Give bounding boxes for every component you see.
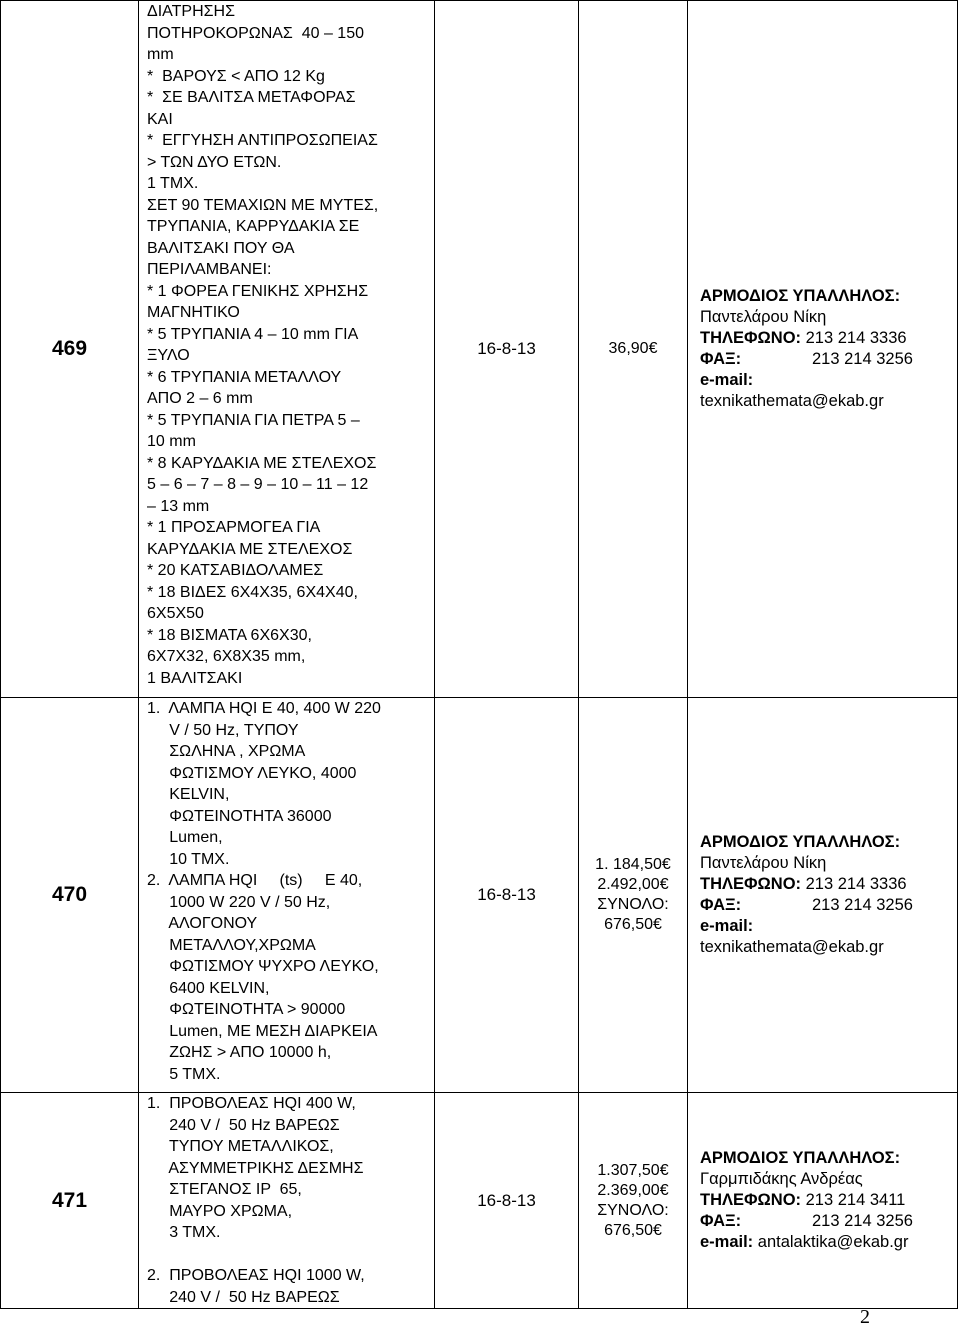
description-line: 6Χ7Χ32, 6Χ8Χ35 mm, (147, 648, 306, 665)
description-line: 1 ΒΑΛΙΤΣΑΚΙ (147, 669, 243, 687)
description-line: 10 ΤΜΧ. (147, 850, 230, 868)
fax-value: 213 214 3256 (812, 896, 913, 914)
description-line: ΚΑΡΥΔΑΚΙΑ ΜΕ ΣΤΕΛΕΧΟΣ (147, 540, 353, 558)
email-value: texnikathemata@ekab.gr (700, 938, 884, 956)
description-lines (147, 1, 430, 689)
description-lines (147, 698, 430, 1085)
currency-symbol: € (659, 876, 669, 893)
description-line: * 8 ΚΑΡΥΔΑΚΙΑ ΜΕ ΣΤΕΛΕΧΟΣ (147, 454, 377, 472)
description-line: ΤΥΠΟΥ ΜΕΤΑΛΛΙΚΟΣ, (147, 1138, 334, 1155)
description-line: 2. ΠΡΟΒΟΛΕΑΣ HQI 1000 W, (147, 1267, 365, 1284)
item-number: 469 (1, 1, 139, 698)
currency-symbol: € (659, 1181, 669, 1199)
description-line: ΑΣΥΜΜΕΤΡΙΚΗΣ ΔΕΣΜΗΣ (147, 1159, 364, 1177)
item-price (579, 698, 688, 1093)
item-date: 16-8-13 (435, 1093, 579, 1309)
price-value: 676,50 (604, 1221, 654, 1239)
description-line: ΑΛΟΓΟΝΟΥ (147, 915, 258, 932)
email-label: e-mail: (700, 917, 754, 935)
description-line: * 1 ΠΡΟΣΑΡΜΟΓΕΑ ΓΙΑ (147, 519, 321, 536)
contact-info (688, 698, 958, 1093)
page-number: 2 (860, 1306, 870, 1328)
description-line: 6Χ5Χ50 (147, 605, 204, 622)
contact-phone-row (700, 874, 957, 895)
currency-symbol: € (653, 916, 662, 933)
price-line (579, 895, 687, 915)
price-line (579, 915, 687, 935)
price-lines (579, 1161, 687, 1241)
contact-info (688, 1093, 958, 1309)
contact-email-row (700, 1232, 957, 1253)
phone-value: 213 214 3336 (805, 329, 907, 347)
description-line: Lumen, ΜΕ ΜΕΣΗ ΔΙΑΡΚΕΙΑ (147, 1022, 378, 1040)
table-row (1, 1, 958, 698)
description-line: ΖΩΗΣ > ΑΠΟ 10000 h, (147, 1044, 332, 1061)
contact-fax-row (700, 1211, 957, 1232)
description-line: ΜΑΓΝΗΤΙΚΟ (147, 304, 240, 321)
item-description (139, 698, 435, 1093)
description-line: * 5 ΤΡΥΠΑΝΙΑ 4 – 10 mm ΓΙΑ (147, 325, 359, 343)
price-line (579, 1181, 687, 1201)
description-line (147, 1244, 430, 1266)
description-line: * 5 ΤΡΥΠΑΝΙΑ ΓΙΑ ΠΕΤΡΑ 5 – (147, 411, 360, 429)
price-line (579, 855, 687, 875)
email-label: e-mail: (700, 371, 754, 389)
price-line (579, 875, 687, 895)
price-line (579, 339, 687, 359)
description-line: 240 V / 50 Hz ΒΑΡΕΩΣ (147, 1288, 340, 1306)
contact-phone-row (700, 1190, 957, 1211)
description-line: Lumen, (147, 829, 223, 846)
item-price (579, 1093, 688, 1309)
description-line: * 18 ΒΙΔΕΣ 6Χ4Χ35, 6Χ4Χ40, (147, 583, 358, 601)
description-line: 6400 KELVIN, (147, 979, 270, 997)
price-value: ΣΥΝΟΛΟ: (597, 896, 669, 913)
fax-label: ΦΑΞ: (700, 1212, 742, 1230)
description-line: * 6 ΤΡΥΠΑΝΙΑ ΜΕΤΑΛΛΟΥ (147, 368, 342, 386)
phone-label: ΤΗΛΕΦΩΝΟ: (700, 329, 802, 347)
description-line: – 13 mm (147, 497, 210, 515)
description-line: ΦΩΤΕΙΝΟΤΗΤΑ > 90000 (147, 1001, 346, 1018)
description-line: ΣΕΤ 90 ΤΕΜΑΧΙΩΝ ΜΕ ΜΥΤΕΣ, (147, 196, 379, 214)
item-price (579, 1, 688, 698)
item-date: 16-8-13 (435, 698, 579, 1093)
price-value: 1.307,50 (597, 1161, 660, 1179)
phone-value: 213 214 3411 (805, 1191, 906, 1209)
email-label: e-mail: (700, 1233, 754, 1251)
phone-value: 213 214 3336 (805, 875, 907, 893)
description-line: 3 ΤΜΧ. (147, 1224, 221, 1241)
description-line: 1 ΤΜΧ. (147, 175, 199, 192)
description-line: 1. ΠΡΟΒΟΛΕΑΣ HQI 400 W, (147, 1095, 356, 1112)
description-line: mm (147, 46, 174, 63)
description-line: 2. ΛΑΜΠΑ HQI (ts) E 40, (147, 872, 363, 889)
contact-phone-row (700, 328, 957, 349)
price-value: 676,50 (604, 916, 654, 933)
contact-fax-row (700, 349, 957, 370)
currency-symbol: € (659, 1161, 669, 1179)
description-line: ΜΕΤΑΛΛΟΥ,ΧΡΩΜΑ (147, 936, 316, 954)
contact-email-row (700, 916, 957, 937)
description-line: 5 ΤΜΧ. (147, 1065, 221, 1083)
description-line: ΚΑΙ (147, 110, 173, 128)
contact-name: Παντελάρου Νίκη (700, 308, 827, 326)
fax-label: ΦΑΞ: (700, 350, 742, 368)
description-line: 1000 W 220 V / 50 Hz, (147, 893, 331, 911)
contact-fax-row (700, 895, 957, 916)
description-line: ΦΩΤΙΣΜΟΥ ΨΥΧΡΟ ΛΕΥΚΟ, (147, 958, 379, 975)
description-line: V / 50 Hz, ΤΥΠΟΥ (147, 721, 299, 739)
phone-label: ΤΗΛΕΦΩΝΟ: (700, 875, 802, 893)
item-description (139, 1, 435, 698)
item-number: 470 (1, 698, 139, 1093)
description-line: 1. ΛΑΜΠΑ HQI E 40, 400 W 220 (147, 700, 381, 717)
description-line: KELVIN, (147, 786, 230, 803)
fax-value: 213 214 3256 (812, 1212, 913, 1230)
description-line: * ΣΕ ΒΑΛΙΤΣΑ ΜΕΤΑΦΟΡΑΣ (147, 89, 356, 106)
description-line: ΦΩΤΕΙΝΟΤΗΤΑ 36000 (147, 807, 332, 825)
item-description (139, 1093, 435, 1309)
description-line: ΔΙΑΤΡΗΣΗΣ (147, 3, 235, 20)
description-lines (147, 1093, 430, 1308)
description-line: ΣΤΕΓΑΝΟΣ IP 65, (147, 1181, 302, 1198)
description-line: 240 V / 50 Hz ΒΑΡΕΩΣ (147, 1116, 340, 1134)
table-row (1, 1093, 958, 1309)
description-line: ΠΟΤΗΡΟΚΟΡΩΝΑΣ 40 – 150 (147, 24, 364, 42)
description-line: ΑΠΟ 2 – 6 mm (147, 390, 253, 407)
price-lines (579, 339, 687, 359)
contact-role: ΑΡΜΟΔΙΟΣ ΥΠΑΛΛΗΛΟΣ: (700, 287, 901, 305)
description-line: * 1 ΦΟΡΕΑ ΓΕΝΙΚΗΣ ΧΡΗΣΗΣ (147, 282, 369, 300)
description-line: ΣΩΛΗΝΑ , ΧΡΩΜΑ (147, 743, 306, 760)
contact-info (688, 1, 958, 698)
price-value: 1. 184,50 (595, 856, 662, 873)
description-line: * 18 ΒΙΣΜΑΤΑ 6Χ6Χ30, (147, 626, 312, 644)
price-value: 2.369,00 (597, 1181, 660, 1199)
description-line: * 20 ΚΑΤΣΑΒΙΔΟΛΑΜΕΣ (147, 562, 324, 579)
contact-name: Γαρμπιδάκης Ανδρέας (700, 1170, 863, 1188)
currency-symbol: € (653, 1221, 662, 1239)
email-value: texnikathemata@ekab.gr (700, 392, 884, 410)
price-value: 36,90 (608, 340, 649, 357)
currency-symbol: € (648, 340, 658, 357)
item-date: 16-8-13 (435, 1, 579, 698)
contact-email-row (700, 370, 957, 391)
description-line: 5 – 6 – 7 – 8 – 9 – 10 – 11 – 12 (147, 476, 369, 493)
description-line: ΠΕΡΙΛΑΜΒΑΝΕΙ: (147, 261, 272, 278)
email-value: antalaktika@ekab.gr (757, 1233, 909, 1251)
description-line: ΜΑΥΡΟ ΧΡΩΜΑ, (147, 1202, 293, 1220)
price-lines (579, 855, 687, 935)
description-line: ΦΩΤΙΣΜΟΥ ΛΕΥΚΟ, 4000 (147, 764, 357, 782)
contact-role: ΑΡΜΟΔΙΟΣ ΥΠΑΛΛΗΛΟΣ: (700, 833, 901, 851)
price-line (579, 1201, 687, 1221)
contact-name: Παντελάρου Νίκη (700, 854, 827, 872)
price-line (579, 1161, 687, 1181)
description-line: > ΤΩΝ ΔΥΟ ΕΤΩΝ. (147, 153, 282, 171)
currency-symbol: € (661, 856, 671, 873)
description-line: ΤΡΥΠΑΝΙΑ, ΚΑΡΡΥΔΑΚΙΑ ΣΕ (147, 218, 360, 235)
price-value: 2.492,00 (597, 876, 660, 893)
description-line: ΒΑΛΙΤΣΑΚΙ ΠΟΥ ΘΑ (147, 239, 295, 257)
price-value: ΣΥΝΟΛΟ: (597, 1201, 669, 1219)
table-row (1, 698, 958, 1093)
description-line: 10 mm (147, 433, 196, 450)
phone-label: ΤΗΛΕΦΩΝΟ: (700, 1191, 802, 1209)
fax-label: ΦΑΞ: (700, 896, 742, 914)
description-line: * ΒΑΡΟΥΣ < ΑΠΟ 12 Kg (147, 67, 325, 85)
fax-value: 213 214 3256 (812, 350, 913, 368)
contact-role: ΑΡΜΟΔΙΟΣ ΥΠΑΛΛΗΛΟΣ: (700, 1149, 901, 1167)
description-line: * ΕΓΓΥΗΣΗ ΑΝΤΙΠΡΟΣΩΠΕΙΑΣ (147, 132, 378, 149)
item-number: 471 (1, 1093, 139, 1309)
description-line: ΞΥΛΟ (147, 347, 190, 364)
price-line (579, 1221, 687, 1241)
